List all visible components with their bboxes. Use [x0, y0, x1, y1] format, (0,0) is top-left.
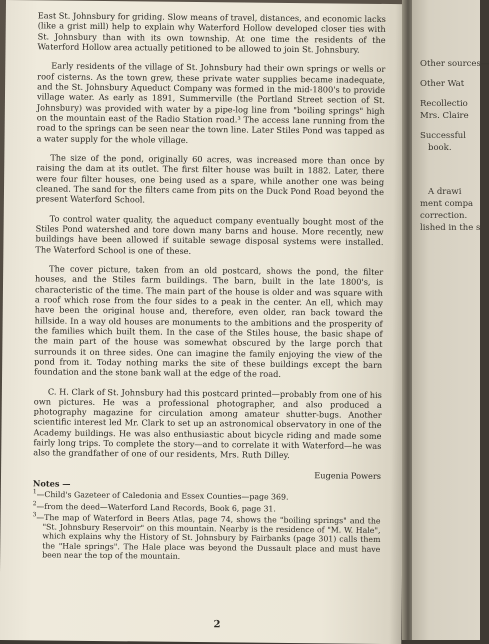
- right-page: [412, 0, 489, 640]
- note-number: 2: [32, 499, 37, 507]
- paragraph: East St. Johnsbury for griding. Slow means of travel, distances, and economic lacks (like a grist mill) help to explain why Waterford Hollow developed closer ties with St. Johnsbury than with its own township. At one time the residents of the Waterford Hollow area actually petitioned to be allowed to join St. Johnsbury.: [37, 10, 386, 55]
- right-page-line: Successful: [420, 131, 466, 141]
- right-page-line: book.: [428, 143, 452, 153]
- note-number: 1: [32, 488, 37, 496]
- author-signature: Eugenia Powers: [314, 470, 382, 481]
- page-body: [32, 10, 386, 563]
- notes-heading: Notes —: [32, 478, 71, 489]
- paragraph: To control water quality, the aqueduct company eventually bought most of the Stiles Pond watershed and tore down many barns and house. More recently, new buildings have been allowed if suitable sewage disposal systems were installed. The Waterford School is one of these.: [35, 213, 384, 256]
- paragraph: The size of the pond, originally 60 acres, was increased more than once by raising the dam at its outlet. The first filter house was built in 1882. Later, there were four filter houses, one being used as a spare, while another one was being cleaned. The sand for the filters came from pits on the Duck Pond Road beyond the present Waterford School.: [35, 152, 385, 205]
- paragraph: The cover picture, taken from an old postcard, shows the pond, the filter houses, and the Stiles farm buildings. The barn, built in the late 1800's, is characteristic of the time. The main part of the house is older and was square with a roof which rose from the four sides to a peak in the center. An ell, which may have been the original house and, therefore, even older, ran back toward the hillside. In a way old houses are monuments to the ambitions and the prosperity of the families which built them. In the case of the Stiles house, the basic shape of the main part of the house was somewhat obscured by the large porch that surrounds it on three sides. One can imagine the family enjoying the view of the pond from it. Today nothing marks the site of these buildings except the barn foundation and the stone bank wall at the edge of the road.: [34, 263, 384, 380]
- right-page-line: Other sources—: [420, 59, 489, 69]
- note-item: [32, 511, 380, 564]
- right-page-line: ment compa: [420, 199, 474, 209]
- right-page-line: correction.: [420, 211, 468, 221]
- right-page-line: lished in the s: [420, 223, 481, 233]
- right-page-line: Mrs. Claire: [420, 111, 469, 121]
- right-page-line: Other Wat: [420, 79, 465, 89]
- note-number: 3: [32, 510, 37, 518]
- note-text: —from the deed—Waterford Land Records, Book 6, page 31.: [36, 501, 276, 513]
- note-text: —The map of Waterford in Beers Atlas, page 74, shows the "boiling springs" and the "St. Johnsbury Reservoir" on this mountain. Nearby is the residence of "M. W. Hale", which explains why the History of St. Johnsbury by Fairbanks (page 301) calls them the "Hale springs". The Hale place was beyond the Dussault place and must have been near the top of the mountain.: [36, 512, 381, 562]
- paragraph: C. H. Clark of St. Johnsbury had this postcard printed—probably from one of his own pictures. He was a professional photographer, and also produced a photography magazine for circulation among amateur shutter-bugs. Another scientific interest led Mr. Clark to set up an astronomical observatory in one of the Academy buildings. He was also enthusiastic about bicycle riding and made some fairly long trips. To complete the story—and to correlate it with Waterford—he was also the grandfather of one of our residents, Mrs. Ruth Dilley.: [33, 385, 382, 461]
- note-text: —Child's Gazeteer of Caledonia and Essex Counties—page 369.: [36, 490, 289, 503]
- right-page-line: A drawi: [428, 187, 462, 197]
- right-page-line: Recollectio: [420, 99, 468, 109]
- paragraph: Early residents of the village of St. Johnsbury had their own springs or wells or roof cisterns. As the town grew, these private water supplies became inadequate, and the St. Johnsbury Aqueduct Company was formed in the mid-1800's to provide village water. As early as 1891, Summerville (the Portland Street section of St. Johnsbury) was provided with water by a pipe-log line from "boiling springs" high on the mountain east of the Radio Station road.³ The access lane running from the road to the springs can be seen near the town line. Later Stiles Pond was tapped as a water supply for the whole village.: [36, 60, 386, 145]
- page-number: 2: [213, 619, 221, 631]
